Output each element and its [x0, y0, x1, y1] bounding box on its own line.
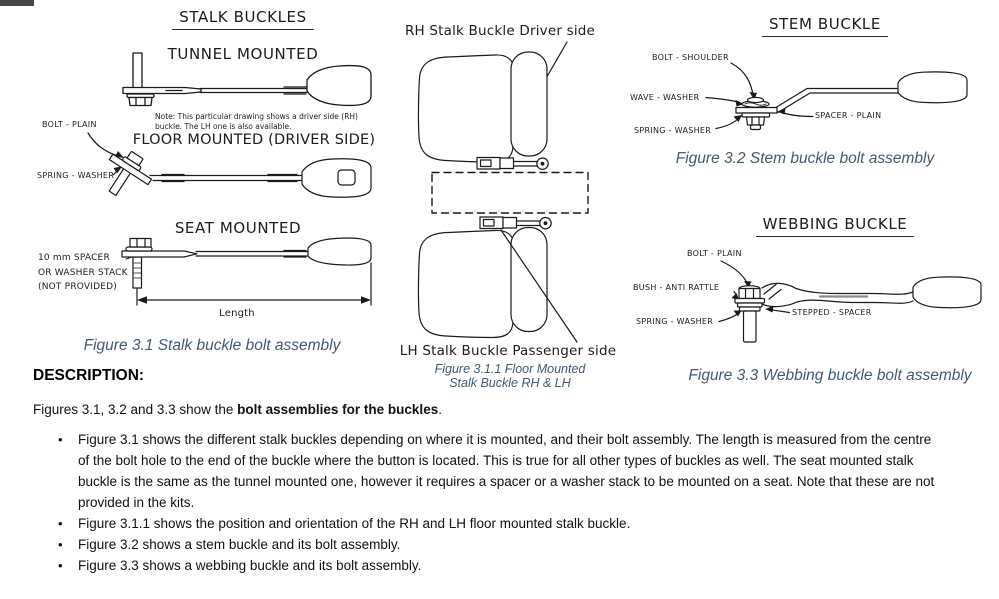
figure-3-2-caption: Figure 3.2 Stem buckle bolt assembly: [675, 150, 935, 167]
intro-normal-text: Figures 3.1, 3.2 and 3.3 show the: [33, 402, 238, 417]
scan-artifact: [0, 0, 34, 6]
floor-mounted-title: FLOOR MOUNTED (DRIVER SIDE): [132, 132, 376, 148]
intro-end-text: .: [438, 402, 442, 417]
rh-stalk-buckle-title: RH Stalk Buckle Driver side: [404, 23, 596, 39]
figure-3-1-1-caption-line2: Stalk Buckle RH & LH: [449, 376, 571, 390]
stem-spring-washer-label: SPRING - WASHER: [634, 126, 712, 135]
spring-washer-label: SPRING - WASHER: [37, 171, 115, 180]
webbing-bolt-plain-label: BOLT - PLAIN: [687, 249, 742, 258]
figure-3-1-caption: Figure 3.1 Stalk buckle bolt assembly: [83, 337, 341, 354]
bush-anti-rattle-label: BUSH - ANTI RATTLE: [633, 283, 720, 292]
stem-buckle-title: STEM BUCKLE: [725, 15, 925, 37]
tunnel-mounted-diagram: [110, 45, 385, 113]
bullet-figure-3-1-1: • Figure 3.1.1 shows the position and orientation of the RH and LH floor mounted stalk buckle.: [56, 513, 941, 534]
bolt-shoulder-label: BOLT - SHOULDER: [652, 53, 729, 62]
webbing-buckle-title: WEBBING BUCKLE: [735, 215, 935, 237]
webbing-spring-washer-label: SPRING - WASHER: [636, 317, 714, 326]
bullet-figure-3-2: • Figure 3.2 shows a stem buckle and its bolt assembly.: [56, 534, 941, 555]
figure-3-3-caption: Figure 3.3 Webbing buckle bolt assembly: [688, 367, 972, 384]
description-bullets: [56, 429, 941, 576]
seat-mounted-title: SEAT MOUNTED: [174, 219, 302, 237]
seat-layout-diagram: [390, 40, 650, 345]
webbing-buckle-diagram: [630, 243, 995, 358]
tunnel-mounted-title: TUNNEL MOUNTED: [167, 45, 319, 63]
tunnel-note: Note: This particular drawing shows a driver side (RH) buckle. The LH one is also available.: [155, 112, 358, 131]
description-intro: [33, 399, 983, 420]
length-label: Length: [219, 308, 255, 319]
stalk-buckles-title: STALK BUCKLES: [63, 8, 423, 30]
bolt-plain-label: BOLT - PLAIN: [42, 120, 97, 129]
stepped-spacer-label: STEPPED - SPACER: [792, 308, 872, 317]
spacer-stack-label: 10 mm SPACER OR WASHER STACK (NOT PROVIDED): [38, 253, 128, 292]
seat-mounted-diagram: [100, 236, 390, 310]
description-heading: DESCRIPTION:: [33, 367, 145, 384]
floor-mounted-diagram: [78, 126, 390, 218]
lh-stalk-buckle-title: LH Stalk Buckle Passenger side: [399, 343, 617, 359]
intro-bold-text: bolt assemblies for the buckles: [237, 402, 439, 417]
wave-washer-label: WAVE - WASHER: [630, 93, 700, 102]
bullet-figure-3-1: • Figure 3.1 shows the different stalk buckles depending on where it is mounted, and their bolt assembly. The length is measured from the centre of the bolt hole to the end of the buckle where the button is located. This is true for all other types of buckles as well. The seat mounted stalk buckle is the same as the tunnel mounted one, however it requires a spacer or a washer stack to be mounted on a seat. Note that these are not provided in the kits.: [56, 429, 941, 513]
figure-3-1-1-caption-line1: Figure 3.1.1 Floor Mounted: [434, 362, 586, 376]
bullet-figure-3-3: • Figure 3.3 shows a webbing buckle and its bolt assembly.: [56, 555, 941, 576]
spacer-plain-label: SPACER - PLAIN: [815, 111, 882, 120]
